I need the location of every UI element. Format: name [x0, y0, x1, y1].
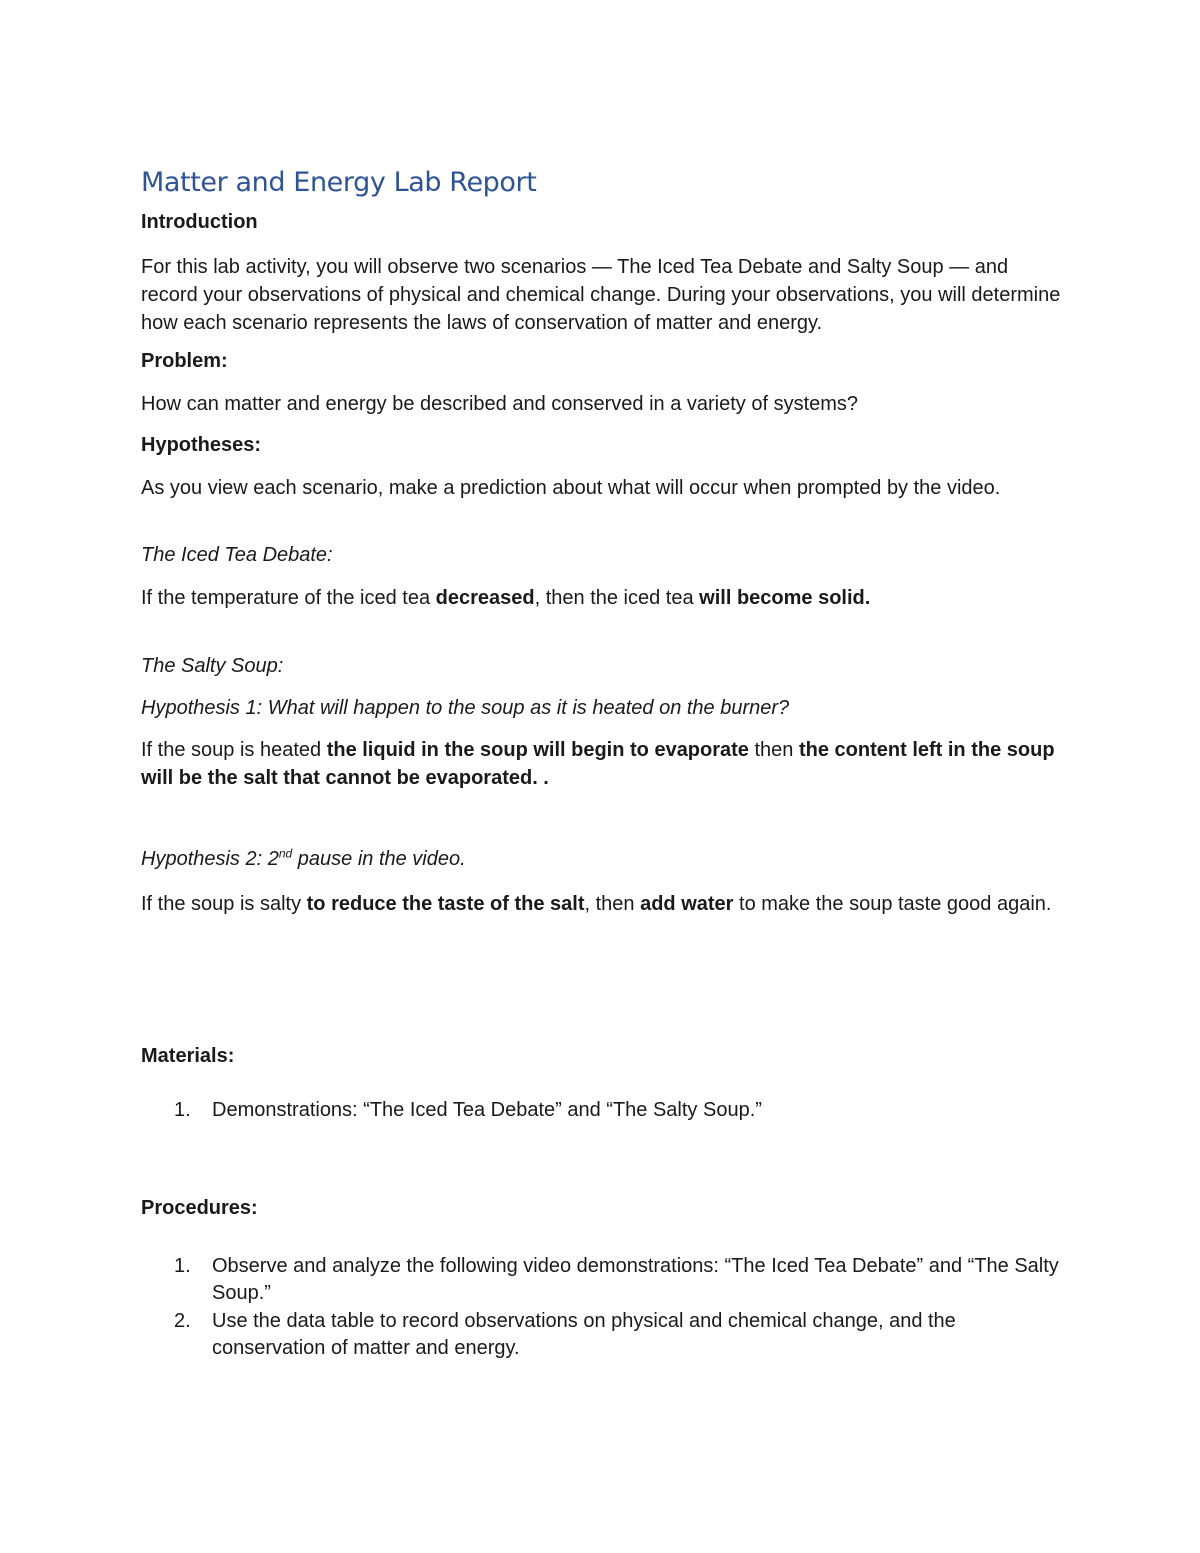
list-number: 1.	[174, 1255, 191, 1277]
hypothesis-2-prompt: Hypothesis 2: 2nd pause in the video.	[141, 846, 466, 870]
hypothesis-1-answer: If the soup is heated the liquid in the soup will begin to evaporate then the content left in the soup will be the salt that cannot be evaporated. .	[141, 739, 1055, 789]
salty-soup-label: The Salty Soup:	[141, 655, 284, 677]
materials-heading: Materials:	[141, 1045, 235, 1067]
hypotheses-heading: Hypotheses:	[141, 434, 262, 456]
list-text: Demonstrations: “The Iced Tea Debate” and “The Salty Soup.”	[212, 1099, 762, 1121]
list-number: 2.	[174, 1310, 191, 1332]
document-title: Matter and Energy Lab Report	[141, 167, 537, 198]
hypotheses-text: As you view each scenario, make a prediction about what will occur when prompted by the video.	[141, 477, 1001, 499]
introduction-text: For this lab activity, you will observe two scenarios — The Iced Tea Debate and Salty Soup — and record your observations of physical and chemical change. During your observations, you will determine how each scenario represents the laws of conservation of matter and energy.	[141, 256, 1061, 334]
problem-heading: Problem:	[141, 350, 228, 372]
procedures-heading: Procedures:	[141, 1197, 258, 1219]
hypothesis-1-prompt: Hypothesis 1: What will happen to the soup as it is heated on the burner?	[141, 697, 790, 719]
list-text: Observe and analyze the following video demonstrations: “The Iced Tea Debate” and “The Salty Soup.”	[212, 1255, 1059, 1304]
iced-tea-hypothesis: If the temperature of the iced tea decreased, then the iced tea will become solid.	[141, 587, 871, 609]
problem-text: How can matter and energy be described and conserved in a variety of systems?	[141, 393, 859, 415]
hypothesis-2-answer: If the soup is salty to reduce the taste of the salt, then add water to make the soup taste good again.	[141, 893, 1052, 915]
introduction-heading: Introduction	[141, 211, 258, 233]
list-number: 1.	[174, 1099, 191, 1121]
list-text: Use the data table to record observations on physical and chemical change, and the conservation of matter and energy.	[212, 1310, 956, 1359]
iced-tea-label: The Iced Tea Debate:	[141, 544, 333, 566]
